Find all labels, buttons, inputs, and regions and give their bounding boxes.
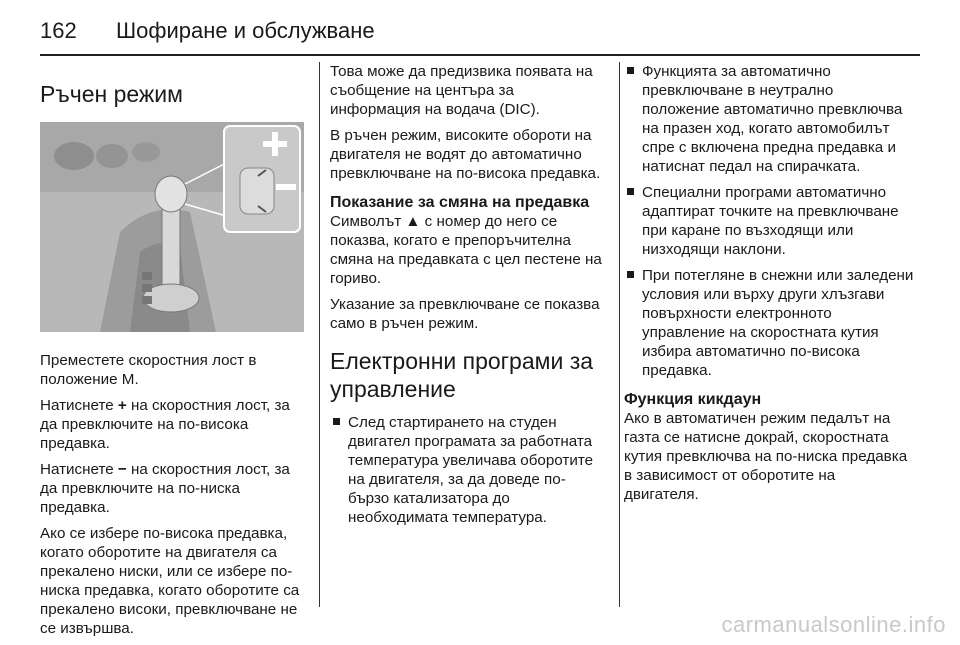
page-header — [40, 14, 920, 46]
plus-glyph: + — [117, 397, 127, 414]
column-divider-1 — [319, 62, 320, 607]
gear-lever-figure — [40, 122, 304, 332]
bullet-square-icon — [333, 418, 340, 425]
bullet-list-1 — [330, 413, 602, 527]
column-3 — [624, 62, 914, 511]
list-item: Функцията за автоматично превключване в неутрално положение автоматично превключва на празен ход, когато автомобилът спре с включена предна предавка и натиснат педал на спирачката. — [624, 62, 914, 176]
list-item: Специални програми автоматично адаптират точките на превключване при каране по възходящи или низходящи наклони. — [624, 183, 914, 259]
paragraph-shift-symbol: Символът ▲ с номер до него се показва, когато е препоръчителна смяна на предавката с цел пестене на гориво. — [330, 213, 602, 287]
bullet-square-icon — [627, 67, 634, 74]
paragraph-no-shift: Ако се избере по-висока предавка, когато оборотите на двигателя са прекалено ниски, или се избере по-ниска предавка, когато оборотите са прекалено високи, превключване не се извършва. — [40, 525, 300, 637]
section-title-manual-mode: Ръчен режим — [40, 81, 183, 107]
minus-icon — [276, 184, 296, 190]
paragraph-shift-manual-only: Указание за превключване се показва само в ръчен режим. — [330, 296, 600, 332]
list-item: При потегляне в снежни или заледени условия или върху други хлъзгави повърхности електронното управление на скоростната кутия избира автоматично по-висока предавка. — [624, 266, 914, 380]
paragraph-kickdown: Ако в автоматичен режим педалът на газта се натисне докрай, скоростната кутия превключва на по-ниска предавка в зависимост от оборотите на двигателя. — [624, 410, 908, 503]
section-title-electronic-programs: Електронни програми за управление — [330, 348, 594, 402]
header-rule — [40, 54, 920, 56]
page-number: 162 — [40, 18, 77, 43]
paragraph-press-plus: Натиснете + на скоростния лост, за да превключите на по-висока предавка. — [40, 397, 290, 452]
chapter-title: Шофиране и обслужване — [116, 18, 375, 43]
paragraph-high-rpm: В ръчен режим, високите обороти на двигателя не водят до автоматично превключване на по-висока предавка. — [330, 127, 601, 182]
bullet-square-icon — [627, 271, 634, 278]
paragraph-dic-message: Това може да предизвика появата на съобщение на центъра за информация на водача (DIC). — [330, 63, 593, 118]
column-divider-2 — [619, 62, 620, 607]
column-2 — [330, 62, 602, 534]
bullet-list-2 — [624, 62, 914, 380]
subheading-kickdown: Функция кикдаун — [624, 391, 762, 408]
paragraph-move-lever: Преместете скоростния лост в положение М. — [40, 352, 257, 388]
column-1 — [40, 62, 308, 645]
subheading-shift-indicator: Показание за смяна на предавка — [330, 194, 590, 211]
list-item: След стартирането на студен двигател програмата за работната температура увеличава оборотите на двигателя, за да доведе по-бързо катализатора до необходимата температура. — [330, 413, 602, 527]
watermark: carmanualsonline.info — [721, 612, 946, 637]
minus-glyph: − — [117, 461, 127, 478]
bullet-square-icon — [627, 188, 634, 195]
paragraph-press-minus: Натиснете − на скоростния лост, за да превключите на по-ниска предавка. — [40, 461, 290, 516]
